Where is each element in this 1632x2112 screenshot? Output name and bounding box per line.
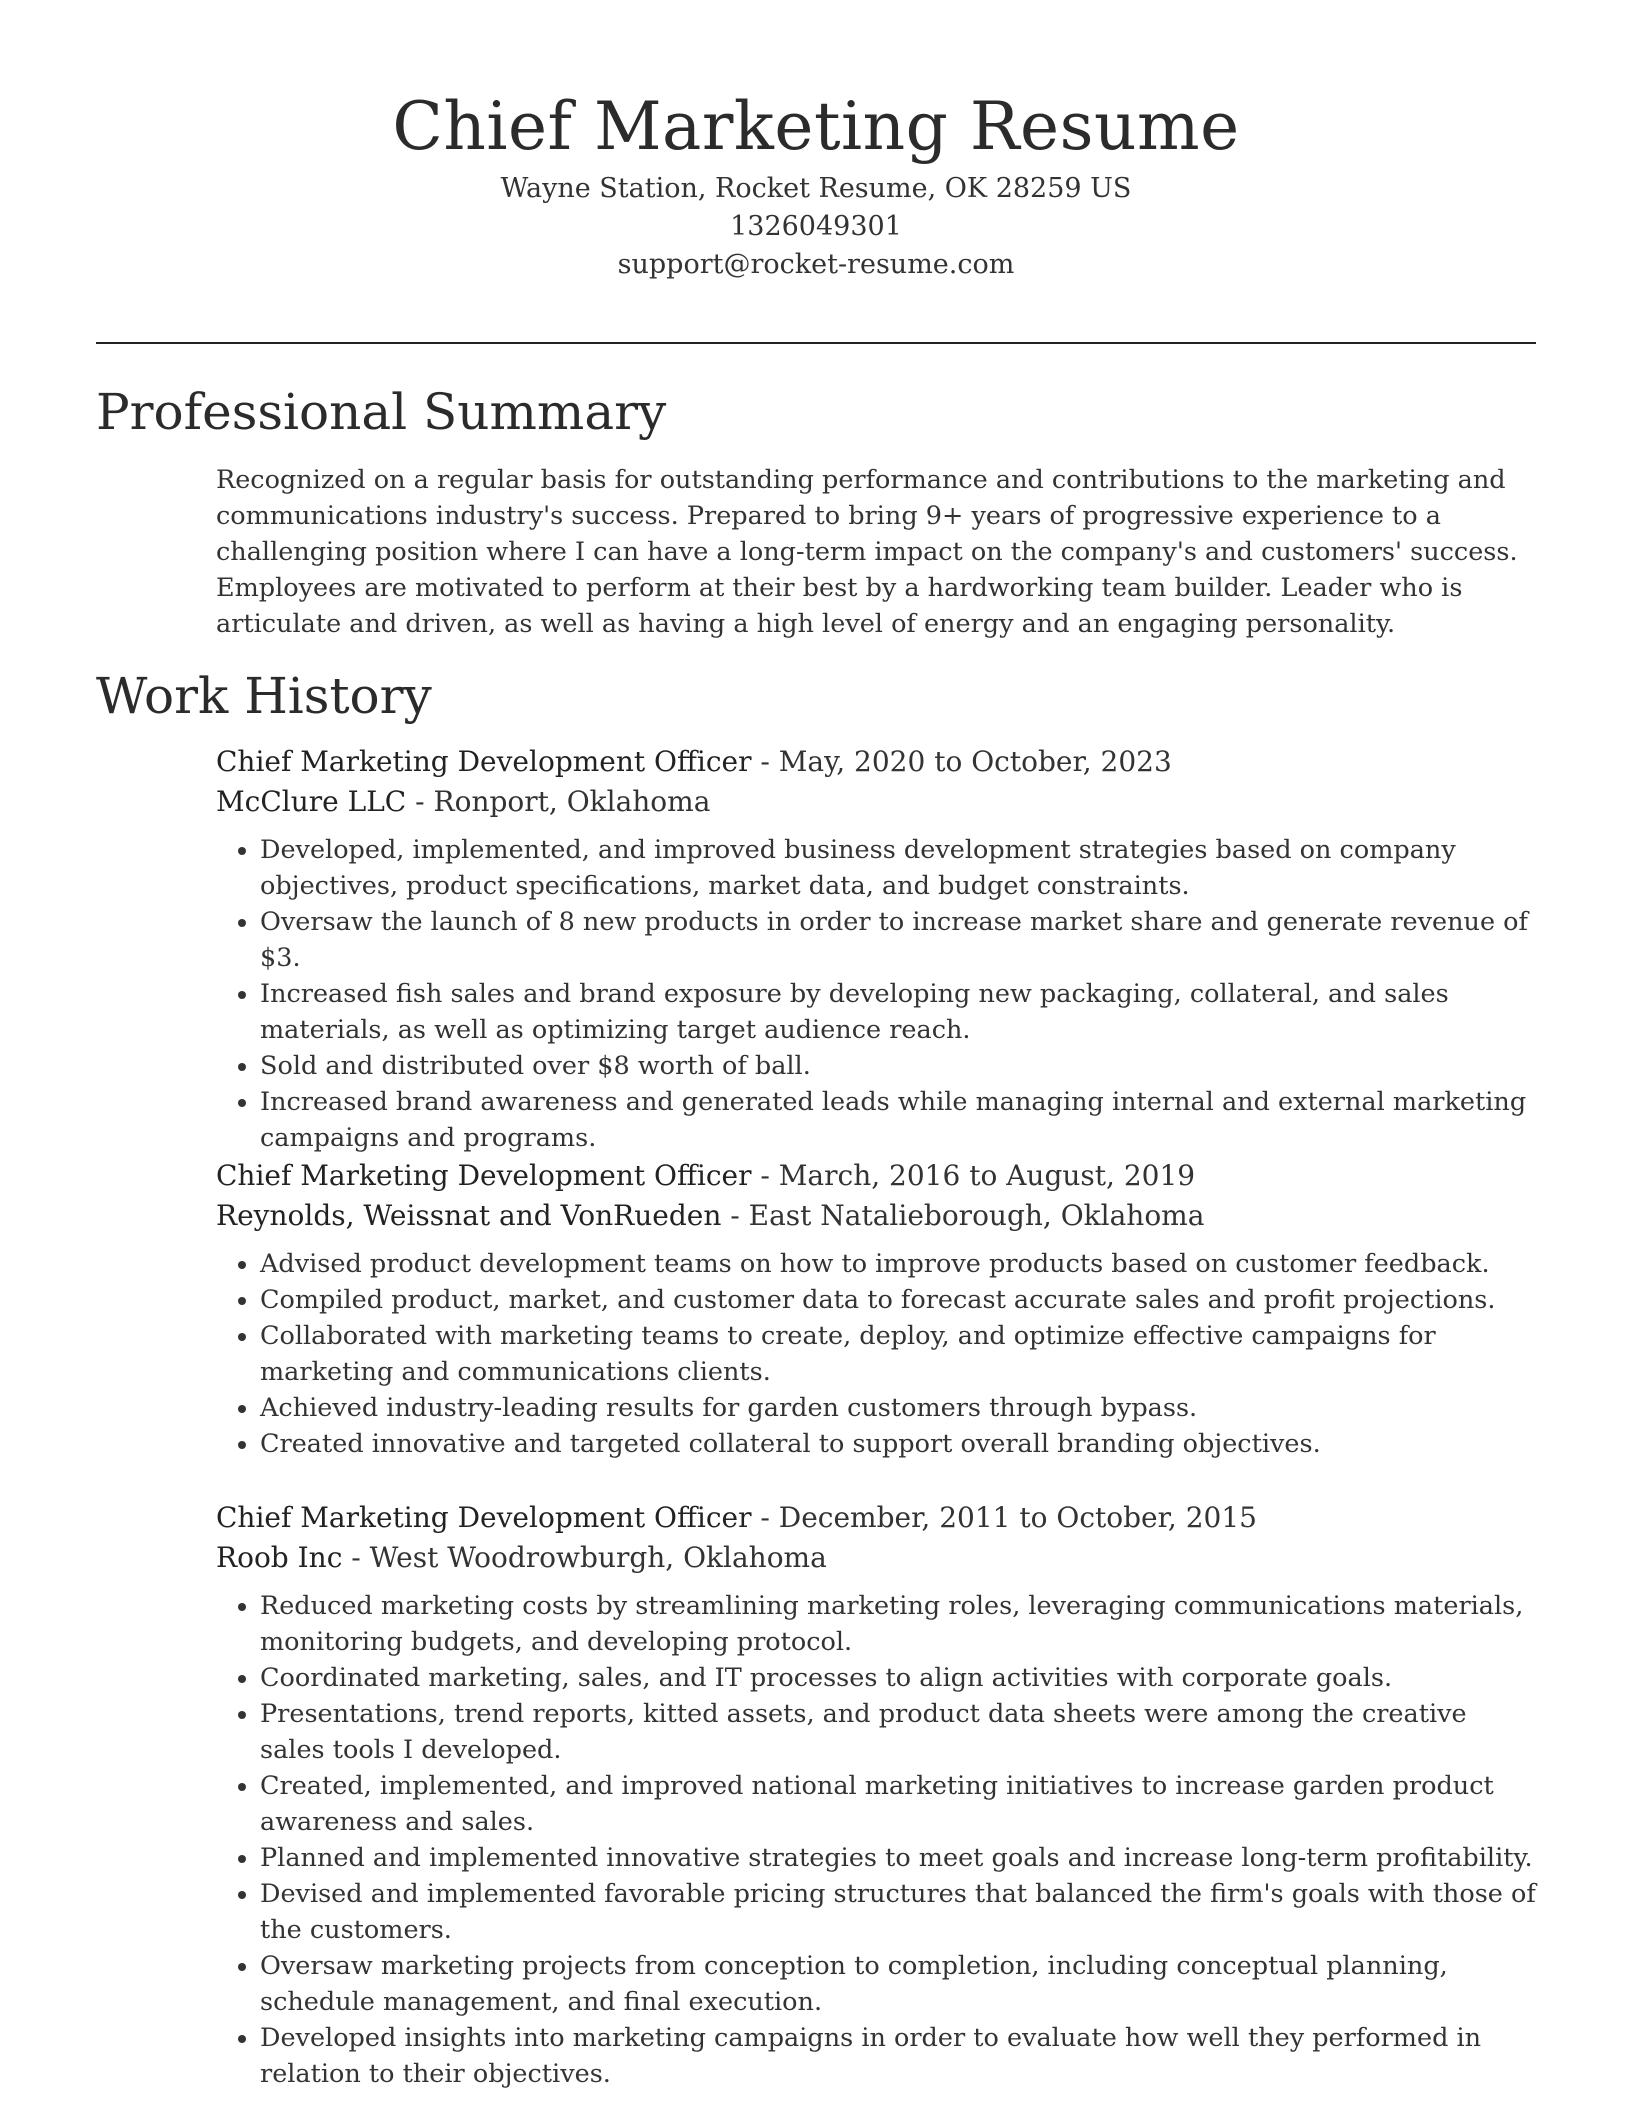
job-bullet: • Increased brand awareness and generated leads while managing internal and external marketing campaigns and programs. xyxy=(260,1084,1536,1156)
job-bullets xyxy=(216,1588,1536,2092)
job-title: Chief Marketing Development Officer xyxy=(216,745,752,778)
separator: - xyxy=(751,745,779,778)
job-entry xyxy=(216,1156,1536,1462)
separator: - xyxy=(721,1199,749,1232)
job-entry xyxy=(216,1498,1536,2092)
job-bullet: • Oversaw the launch of 8 new products in order to increase market share and generate revenue of $3. xyxy=(260,904,1536,976)
work-history-heading: Work History xyxy=(96,667,432,725)
summary-text: Recognized on a regular basis for outstanding performance and contributions to the marketing and communications industry's success. Prepared to bring 9+ years of progressive experience to a challenging position where I can have a long-term impact on the company's and customers' success. Employees are motivated to perform at their best by a hardworking team builder. Leader who is articulate and driven, as well as having a high level of energy and an engaging personality. xyxy=(216,465,1518,639)
job-bullet: • Developed insights into marketing campaigns in order to evaluate how well they performed in relation to their objectives. xyxy=(260,2020,1536,2092)
job-location: West Woodrowburgh, Oklahoma xyxy=(369,1541,827,1574)
job-bullet: • Increased fish sales and brand exposure by developing new packaging, collateral, and sales materials, as well as optimizing target audience reach. xyxy=(260,976,1536,1048)
separator: - xyxy=(406,785,434,818)
contact-email: support@rocket-resume.com xyxy=(617,249,1015,280)
job-bullet: • Advised product development teams on how to improve products based on customer feedback. xyxy=(260,1246,1536,1282)
separator: - xyxy=(342,1541,370,1574)
contact-phone: 1326049301 xyxy=(730,211,902,242)
job-bullet: • Compiled product, market, and customer data to forecast accurate sales and profit projections. xyxy=(260,1282,1536,1318)
job-dates: December, 2011 to October, 2015 xyxy=(778,1501,1257,1534)
job-dates: March, 2016 to August, 2019 xyxy=(778,1159,1196,1192)
job-bullet: • Developed, implemented, and improved business development strategies based on company objectives, product specifications, market data, and budget constraints. xyxy=(260,832,1536,904)
job-title-line xyxy=(216,742,1536,782)
job-title-line xyxy=(216,1156,1536,1196)
job-bullet: • Oversaw marketing projects from conception to completion, including conceptual planning, schedule management, and final execution. xyxy=(260,1948,1536,2020)
job-entry xyxy=(216,742,1536,1156)
job-bullets xyxy=(216,832,1536,1156)
job-bullet: • Created innovative and targeted collateral to support overall branding objectives. xyxy=(260,1426,1536,1462)
job-title-line xyxy=(216,1498,1536,1538)
summary-heading: Professional Summary xyxy=(96,383,667,441)
job-bullet: • Reduced marketing costs by streamlining marketing roles, leveraging communications materials, monitoring budgets, and developing protocol. xyxy=(260,1588,1536,1660)
resume-title: Chief Marketing Resume xyxy=(392,88,1240,165)
job-dates: May, 2020 to October, 2023 xyxy=(778,745,1172,778)
job-company: McClure LLC xyxy=(216,785,407,818)
job-bullet: • Achieved industry-leading results for garden customers through bypass. xyxy=(260,1390,1536,1426)
job-title: Chief Marketing Development Officer xyxy=(216,1501,752,1534)
job-bullet: • Devised and implemented favorable pricing structures that balanced the firm's goals with those of the customers. xyxy=(260,1876,1536,1948)
job-company-line xyxy=(216,782,1536,822)
contact-address: Wayne Station, Rocket Resume, OK 28259 US xyxy=(500,173,1132,204)
separator: - xyxy=(751,1159,779,1192)
job-company-line xyxy=(216,1196,1536,1236)
job-bullet: • Collaborated with marketing teams to create, deploy, and optimize effective campaigns for marketing and communications clients. xyxy=(260,1318,1536,1390)
job-bullet: • Planned and implemented innovative strategies to meet goals and increase long-term profitability. xyxy=(260,1840,1536,1876)
job-bullet: • Coordinated marketing, sales, and IT processes to align activities with corporate goals. xyxy=(260,1660,1536,1696)
job-location: East Natalieborough, Oklahoma xyxy=(748,1199,1205,1232)
job-company: Reynolds, Weissnat and VonRueden xyxy=(216,1199,722,1232)
resume-header xyxy=(96,84,1536,284)
job-bullet: • Created, implemented, and improved national marketing initiatives to increase garden product awareness and sales. xyxy=(260,1768,1536,1840)
job-bullet: • Sold and distributed over $8 worth of ball. xyxy=(260,1048,1536,1084)
separator: - xyxy=(751,1501,779,1534)
header-divider xyxy=(96,342,1536,344)
job-company-line xyxy=(216,1538,1536,1578)
job-company: Roob Inc xyxy=(216,1541,343,1574)
job-bullet: • Presentations, trend reports, kitted assets, and product data sheets were among the creative sales tools I developed. xyxy=(260,1696,1536,1768)
job-location: Ronport, Oklahoma xyxy=(433,785,711,818)
job-bullets xyxy=(216,1246,1536,1462)
job-title: Chief Marketing Development Officer xyxy=(216,1159,752,1192)
